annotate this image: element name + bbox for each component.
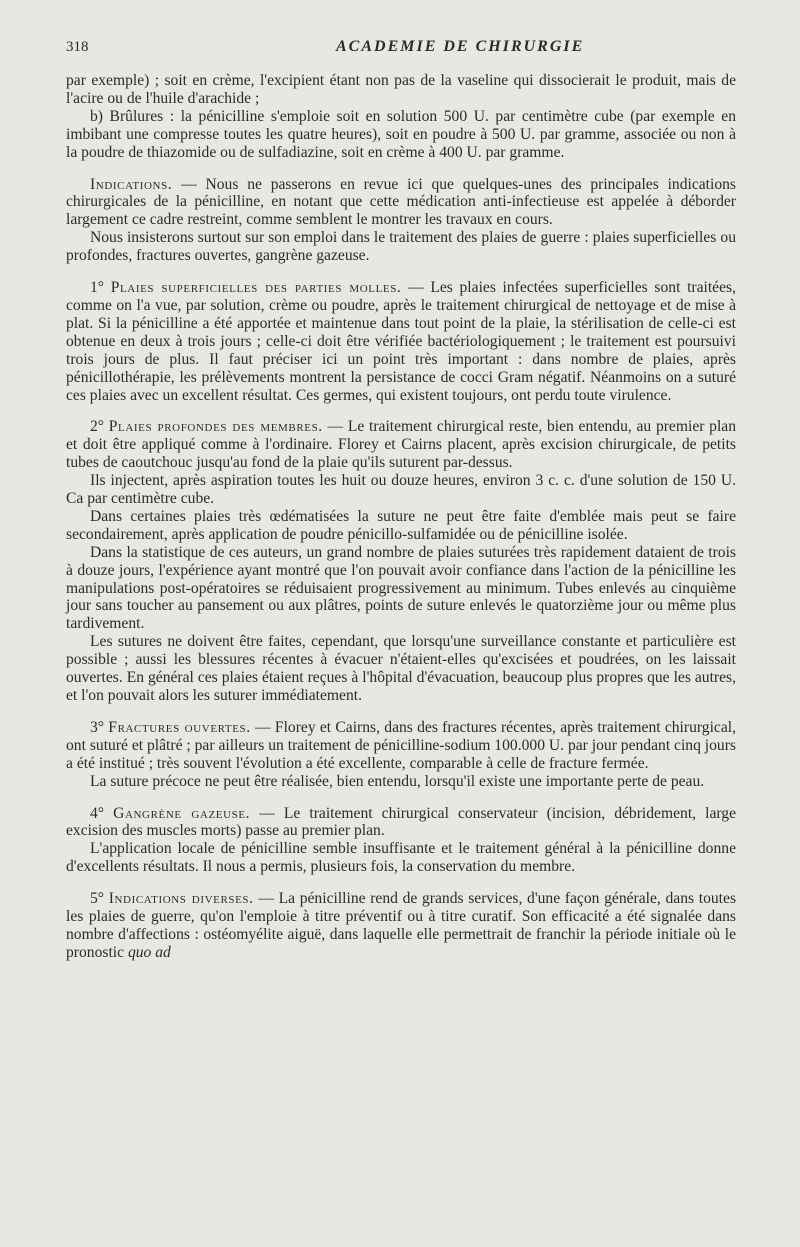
paragraph	[66, 805, 736, 841]
section-heading: Gangrène gazeuse.	[113, 804, 251, 822]
paragraph-text: — Nous ne passerons en revue ici que quelques-unes des principales indications chirurgicales de la pénicilline, en notant que cette médication anti-infectieuse est appelée à déborder largement ce cadre restreint, comme semblent le montrer les travaux en cours.	[66, 175, 736, 229]
paragraph	[66, 176, 736, 230]
paragraph	[66, 229, 736, 265]
paragraph-text: — Les plaies infectées superficielles sont traitées, comme on l'a vue, par solution, crème ou poudre, après le traitement chirurgical de nettoyage et de mise à plat. Si la pénicilline a été apportée et maintenue dans tout point de la plaie, la stérilisation de celle-ci est obtenue en deux à trois jours ; celle-ci doit être vérifiée bactériologiquement ; le traitement est poursuivi trois jours de plus. Il faut préciser ici un point très important : dans nombre de plaies, après pénicillothérapie, les prélèvements montrent la persistance de cocci Gram négatif. Néanmoins on a suturé ces plaies avec un excellent résultat. Ces germes, qui existent toujours, ont perdu toute virulence.	[66, 279, 736, 404]
paragraph-text: Nous insisterons surtout sur son emploi dans le traitement des plaies de guerre : plaies superficielles ou profondes, fractures ouvertes, gangrène gazeuse.	[66, 229, 736, 265]
paragraph	[66, 544, 736, 634]
page-number: 318	[66, 39, 89, 55]
section-heading: Fractures ouvertes.	[108, 718, 251, 736]
paragraph-text: Dans la statistique de ces auteurs, un grand nombre de plaies suturées très rapidement dataient de trois à douze jours, l'expérience ayant montré que l'on pouvait avoir confiance dans l'action de la pénicilline les manipulations post-opératoires se réduisaient progressivement au minimum. Tubes enlevés au cinquième jour sans toucher au pansement ou aux plâtres, points de suture enlevés le quatorzième jour ou même plus tardivement.	[66, 543, 736, 633]
paragraph	[66, 418, 736, 472]
paragraph	[66, 840, 736, 876]
paragraph	[66, 72, 736, 108]
paragraph-text: — Le traitement chirurgical conservateur (incision, débridement, large excision des muscles morts) passe au premier plan.	[66, 804, 736, 840]
paragraph-text: La suture précoce ne peut être réalisée, bien entendu, lorsqu'il existe une importante perte de peau.	[90, 772, 705, 790]
paragraph	[66, 472, 736, 508]
paragraph	[66, 633, 736, 705]
paragraph-text: Les sutures ne doivent être faites, cependant, que lorsqu'une surveillance constante et particulière est possible ; aussi les blessures récentes à évacuer n'étaient-elles qu'excisées et poudrées, on les laissait ouvertes. En général ces plaies étaient reçues à l'hôpital d'évacuation, beaucoup plus propres que les autres, et l'on pouvait alors les suturer immédiatement.	[66, 633, 736, 704]
paragraph-text: L'application locale de pénicilline semble insuffisante et le traitement général à la pénicilline donne d'excellents résultats. Il nous a permis, plusieurs fois, la conservation du membre.	[66, 840, 736, 876]
paragraph-text: Ils injectent, après aspiration toutes les huit ou douze heures, environ 3 c. c. d'une solution de 150 U. Ca par centimètre cube.	[66, 472, 736, 508]
section-number: 1°	[90, 279, 111, 297]
italic-phrase: quo ad	[127, 943, 171, 961]
section-heading: Plaies superficielles des parties molles.	[110, 279, 402, 297]
section-heading: Indications.	[90, 175, 173, 193]
paragraph-text: — Le traitement chirurgical reste, bien entendu, au premier plan et doit être appliqué comme à l'ordinaire. Florey et Cairns placent, après excision chirurgicale, de petits tubes de caoutchouc jusqu'au fond de la plaie qu'ils suturent par-dessus.	[66, 418, 736, 472]
paragraph-text: Dans certaines plaies très œdématisées la suture ne peut être faite d'emblée mais peut se faire secondairement, après application de poudre pénicillo-sulfamidée ou de pénicilline isolée.	[66, 507, 736, 543]
section-number: 4°	[90, 804, 114, 822]
section-number: 5°	[90, 890, 109, 908]
section-number: 2°	[90, 418, 109, 436]
article-body	[66, 72, 736, 962]
paragraph-text: par exemple) ; soit en crème, l'excipient étant non pas de la vaseline qui dissocierait le produit, mais de l'acire ou de l'huile d'arachide ;	[66, 72, 736, 107]
section-number: 3°	[90, 718, 109, 736]
running-title: ACADEMIE DE CHIRURGIE	[336, 38, 585, 55]
paragraph-text: — Florey et Cairns, dans des fractures récentes, après traitement chirurgical, ont suturé et plâtré ; par ailleurs un traitement de pénicilline-sodium 100.000 U. par jour pendant cinq jours a été institué ; très souvent l'évolution a été excellente, comparable à celle de fracture fermée.	[66, 718, 736, 772]
paragraph	[66, 279, 736, 404]
paragraph	[66, 508, 736, 544]
paragraph-text: — La pénicilline rend de grands services, d'une façon générale, dans toutes les plaies de guerre, qu'on l'emploie à titre préventif ou à titre curatif. Son efficacité a été signalée dans nombre d'affections : ostéomyélite aiguë, dans laquelle elle permettrait de franchir la période initiale où le pronostic	[66, 890, 737, 961]
paragraph	[66, 108, 736, 162]
section-heading: Indications diverses.	[108, 890, 254, 908]
paragraph-text: b) Brûlures : la pénicilline s'emploie soit en solution 500 U. par centimètre cube (par exemple en imbibant une compresse toutes les quatre heures), soit en poudre à 500 U. par gramme, associée ou non à la poudre de thiazomide ou de sulfadiazine, soit en crème à 400 U. par gramme.	[66, 107, 736, 161]
paragraph	[66, 773, 736, 791]
page-header	[66, 38, 736, 72]
paragraph	[66, 719, 736, 773]
section-heading: Plaies profondes des membres.	[108, 418, 323, 436]
paragraph	[66, 890, 736, 962]
